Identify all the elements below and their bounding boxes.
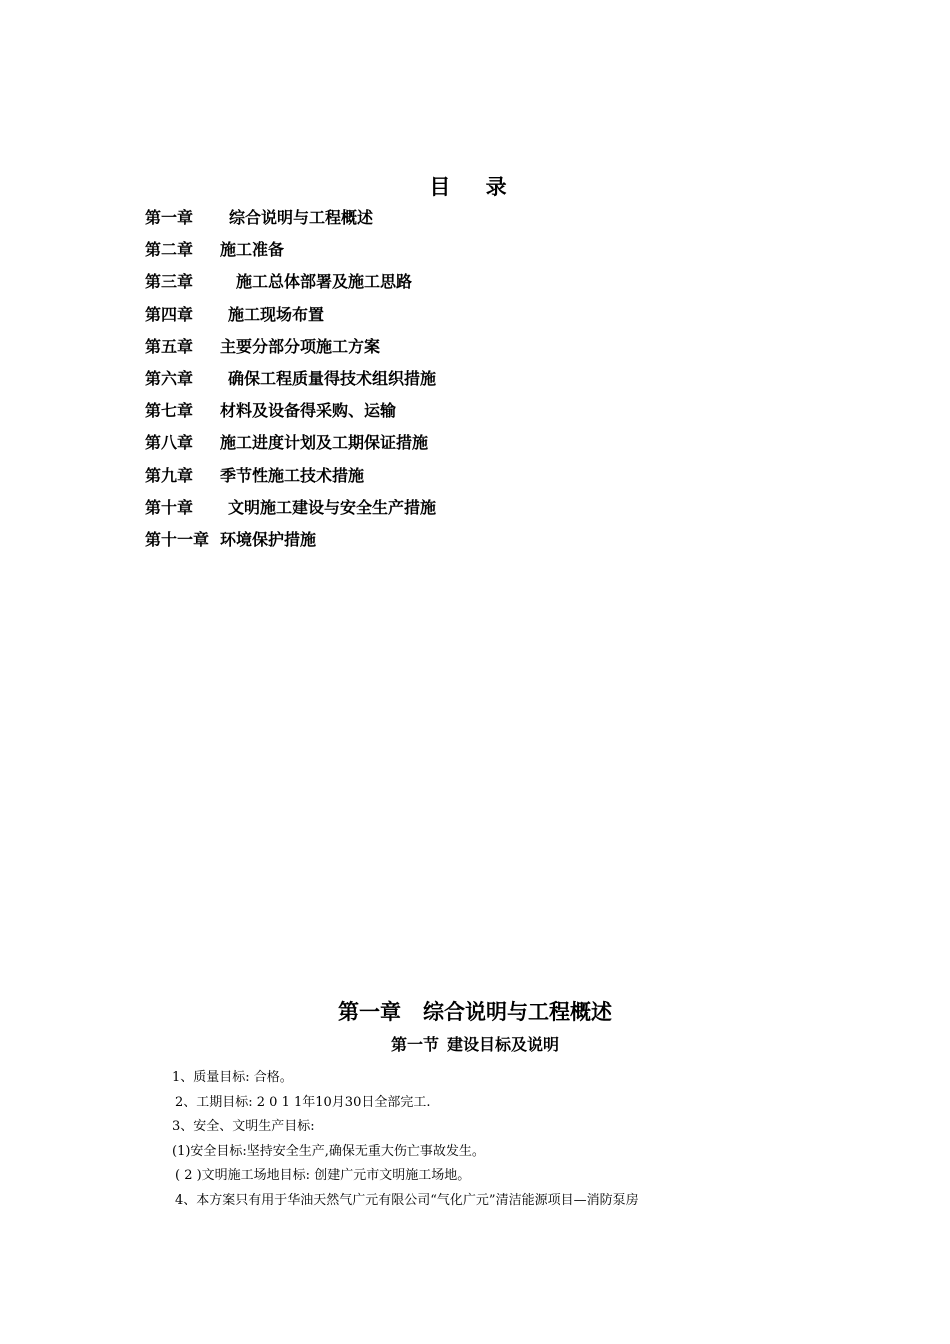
- body-paragraph: 1、质量目标: 合格。: [172, 1070, 293, 1085]
- toc-item: [145, 527, 645, 559]
- section-label: 第一节: [390, 1035, 439, 1054]
- body-paragraph: 3、安全、文明生产目标:: [172, 1119, 315, 1135]
- toc-chapter-title: 施工进度计划及工期保证措施: [220, 433, 429, 453]
- body-paragraph: 2、工期目标: 2 0 1 1年10月30日全部完工.: [175, 1094, 431, 1110]
- toc-item: [145, 205, 645, 237]
- body-paragraph: 4、本方案只有用于华油天然气广元有限公司“气化广元”清洁能源项目—消防泵房: [175, 1192, 639, 1208]
- toc-chapter-number: 第五章: [145, 336, 194, 356]
- toc-chapter-number: 第一章: [145, 208, 194, 227]
- toc-chapter-title: 施工准备: [220, 240, 285, 260]
- toc-chapter-number: 第四章: [145, 304, 194, 324]
- toc-item: [145, 237, 645, 269]
- section-heading: [0, 1033, 950, 1057]
- chapter-heading: [0, 997, 950, 1027]
- toc-chapter-title: 材料及设备得采购、运输: [220, 401, 397, 421]
- table-of-contents: [145, 205, 645, 559]
- toc-chapter-number: 第七章: [145, 401, 194, 421]
- toc-chapter-title: 环境保护措施: [220, 529, 317, 549]
- toc-chapter-number: 第六章: [145, 368, 194, 388]
- toc-item: [145, 366, 645, 398]
- toc-chapter-title: 确保工程质量得技术组织措施: [228, 368, 437, 388]
- toc-item: [145, 302, 645, 334]
- toc-chapter-title: 施工现场布置: [228, 304, 325, 324]
- toc-chapter-number: 第十一章: [145, 529, 210, 549]
- toc-item: [145, 463, 645, 495]
- toc-item: [145, 334, 645, 366]
- toc-chapter-title: 综合说明与工程概述: [229, 208, 374, 227]
- chapter-title: 综合说明与工程概述: [423, 999, 612, 1024]
- toc-chapter-number: 第十章: [145, 497, 194, 517]
- body-paragraph: (1)安全目标:坚持安全生产,确保无重大伤亡事故发生。: [172, 1143, 485, 1159]
- toc-chapter-number: 第八章: [145, 433, 194, 453]
- toc-item: [145, 495, 645, 527]
- toc-title: 目 录: [429, 174, 521, 199]
- section-body: [172, 1067, 792, 1215]
- toc-chapter-title: 施工总体部署及施工思路: [236, 272, 413, 292]
- toc-chapter-number: 第九章: [145, 465, 194, 485]
- toc-chapter-title: 主要分部分项施工方案: [220, 336, 381, 356]
- toc-chapter-number: 第二章: [145, 240, 194, 260]
- toc-item: [145, 430, 645, 462]
- toc-item: [145, 269, 645, 301]
- toc-item: [145, 398, 645, 430]
- body-paragraph: ( 2 )文明施工场地目标: 创建广元市文明施工场地。: [175, 1168, 471, 1184]
- chapter-label: 第一章: [338, 999, 401, 1024]
- toc-chapter-number: 第三章: [145, 272, 194, 292]
- toc-chapter-title: 文明施工建设与安全生产措施: [228, 497, 437, 517]
- section-title: 建设目标及说明: [447, 1035, 560, 1054]
- toc-chapter-title: 季节性施工技术措施: [220, 465, 365, 485]
